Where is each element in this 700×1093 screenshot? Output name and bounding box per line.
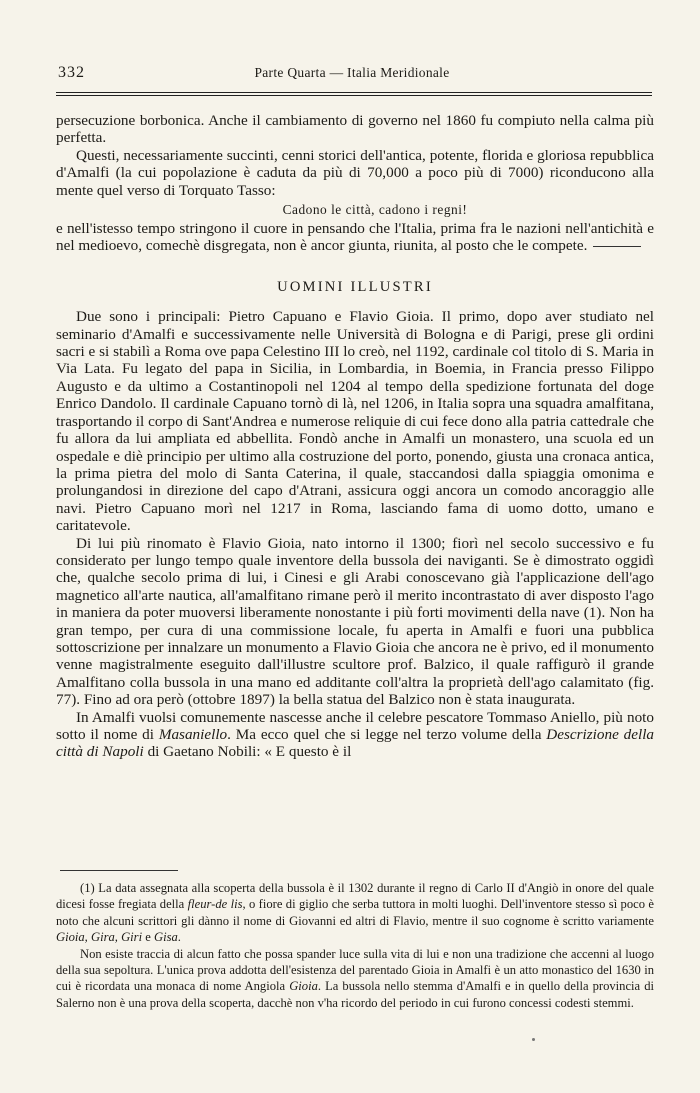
text-run: . La bussola nello stemma d'Amalfi e in quello della provincia di Salerno non è una prova della scoperta, dacchè non v'ha ricordo del periodo in cui furono concessi codesti stemmi. [56, 979, 654, 1010]
text-run: Non esiste traccia di alcun fatto che possa spander luce sulla vita di lui e non una tradizione che accenni al luogo della sua sepoltura. L'unica prova addotta dell'esistenza del parentado Gioia in Amalfi è un atto monastico del 1630 in cui è ricordata una monaca di nome Angiola [56, 946, 654, 994]
paragraph: Di lui più rinomato è Flavio Gioia, nato intorno il 1300; fiorì nel secolo successivo e fu considerato per lungo tempo quale inventore della bussola dei naviganti. Se è dimostrato oggidì che, qualche secolo prima di lui, i Cinesi e gli Arabi conoscevano già l'applicazione dell'ago magnetico all'arte nautica, all'amalfitano rimane però il merito incontrastato di aver disposto l'ago in maniera da poter muoversi liberamente nonostante i più forti movimenti della nave (1). Non ha gran tempo, per cura di una commissione locale, fu aperta in Amalfi e fuori una pubblica sottoscrizione per innalzare un monumento a Flavio Gioia che ancora ne è privo, ed il monumento venne magistralmente eseguito dall'illustre scultore prof. Balzico, il quale raffigurò il grande Amalfitano colla bussola in una mano ed additante coll'altra la proprietà dell'ago calamitato (fig. 77). Fino ad ora però (ottobre 1897) la bella statua del Balzico non è stata inaugurata. [56, 534, 654, 709]
italic-text: fleur-de lis [187, 897, 243, 912]
paragraph [56, 220, 654, 255]
italic-text: Gioia [289, 979, 318, 994]
tasso-quote: Cadono le città, cadono i regni! [282, 202, 468, 218]
footnote-1 [56, 880, 654, 946]
italic-text: Gioia, Gira, Giri [56, 930, 143, 945]
section-break-rule [593, 246, 641, 247]
footnotes [56, 880, 654, 1011]
ink-speck [532, 1038, 535, 1041]
section-title: UOMINI ILLUSTRI [277, 278, 433, 295]
footnote-rule [60, 870, 178, 871]
paragraph: persecuzione borbonica. Anche il cambiamento di governo nel 1860 fu compiuto nella calma più perfetta. [56, 112, 654, 147]
paragraph: Questi, necessariamente succinti, cenni storici dell'antica, potente, florida e gloriosa repubblica d'Amalfi (la cui popolazione è caduta da più di 70,000 a poco più di 7000) riconducono alla mente quel verso di Torquato Tasso: [56, 146, 654, 199]
text-run: (1) La data assegnata alla scoperta della bussola è il 1302 durante il regno di Carlo II d'Angiò in onore del quale dicesi fosse fregiata della [56, 881, 654, 912]
main-text [56, 112, 654, 761]
text-run: . Ma ecco quel che si legge nel terzo volume della [227, 726, 547, 743]
paragraph-text: e nell'istesso tempo stringono il cuore in pensando che l'Italia, prima fra le nazioni nell'antichità e nel medioevo, comechè disgregata, non è ancor giunta, riunita, al posto che le compete. [56, 220, 654, 255]
header-rule [56, 92, 652, 96]
text-run: , o fiore di giglio che serba tuttora in molti luoghi. Dell'inventore stesso sì poco è noto che alcuni scrittori gli dànno il nome di Giovanni ed altri di Flavio, mentre il suo cognome è scritto variamente [56, 897, 654, 928]
book-title: Descrizione della città di Napoli [56, 726, 655, 761]
text-run: In Amalfi vuolsi comunemente nascesse anche il celebre pescatore Tommaso Aniello, più noto sotto il nome di [56, 708, 654, 743]
italic-text: Masaniello [158, 726, 228, 743]
text-run: e [142, 930, 154, 945]
text-run: . [177, 930, 181, 945]
running-title: Parte Quarta — Italia Meridionale [254, 65, 450, 80]
paragraph [56, 709, 654, 761]
page-number: 332 [58, 64, 85, 81]
italic-text: Gisa [153, 930, 178, 945]
text-run: di Gaetano Nobili: « E questo è il [143, 743, 352, 761]
footnote-2 [56, 946, 654, 1012]
paragraph: Due sono i principali: Pietro Capuano e Flavio Gioia. Il primo, dopo aver studiato nel seminario d'Amalfi e successivamente nelle Università di Bologna e di Parigi, prese gli ordini sacri e si stabilì a Roma ove papa Celestino III lo creò, nel 1192, cardinale col titolo di S. Maria in Via Lata. Fu legato del papa in Sicilia, in Lombardia, in Boemia, in Francia presso Filippo Augusto e da ultimo a Costantinopoli nel 1204 al tempo della spedizione fortunata del doge Enrico Dandolo. Il cardinale Capuano tornò di là, nel 1206, in Italia sopra una squadra amalfitana, trasportando il corpo di Sant'Andrea e numerose reliquie di cui fece dono alla patria cattedrale che fu allora da lui ampliata ed abbellita. Fondò anche in Amalfi un monastero, una scuola ed un ospedale e diè principio per ultimo alla costruzione del porto, ponendo, giusta una cronaca antica, la prima pietra del molo di Santa Caterina, il quale, staccandosi dalla spiaggia omonima e prolungandosi in direzione del capo d'Atrani, assicura oggi ancora un comodo ancoraggio alle navi. Pietro Capuano morì nel 1217 in Roma, lasciando fama di uomo dotto, umano e caritatevole. [56, 308, 654, 535]
page-header [52, 60, 652, 86]
